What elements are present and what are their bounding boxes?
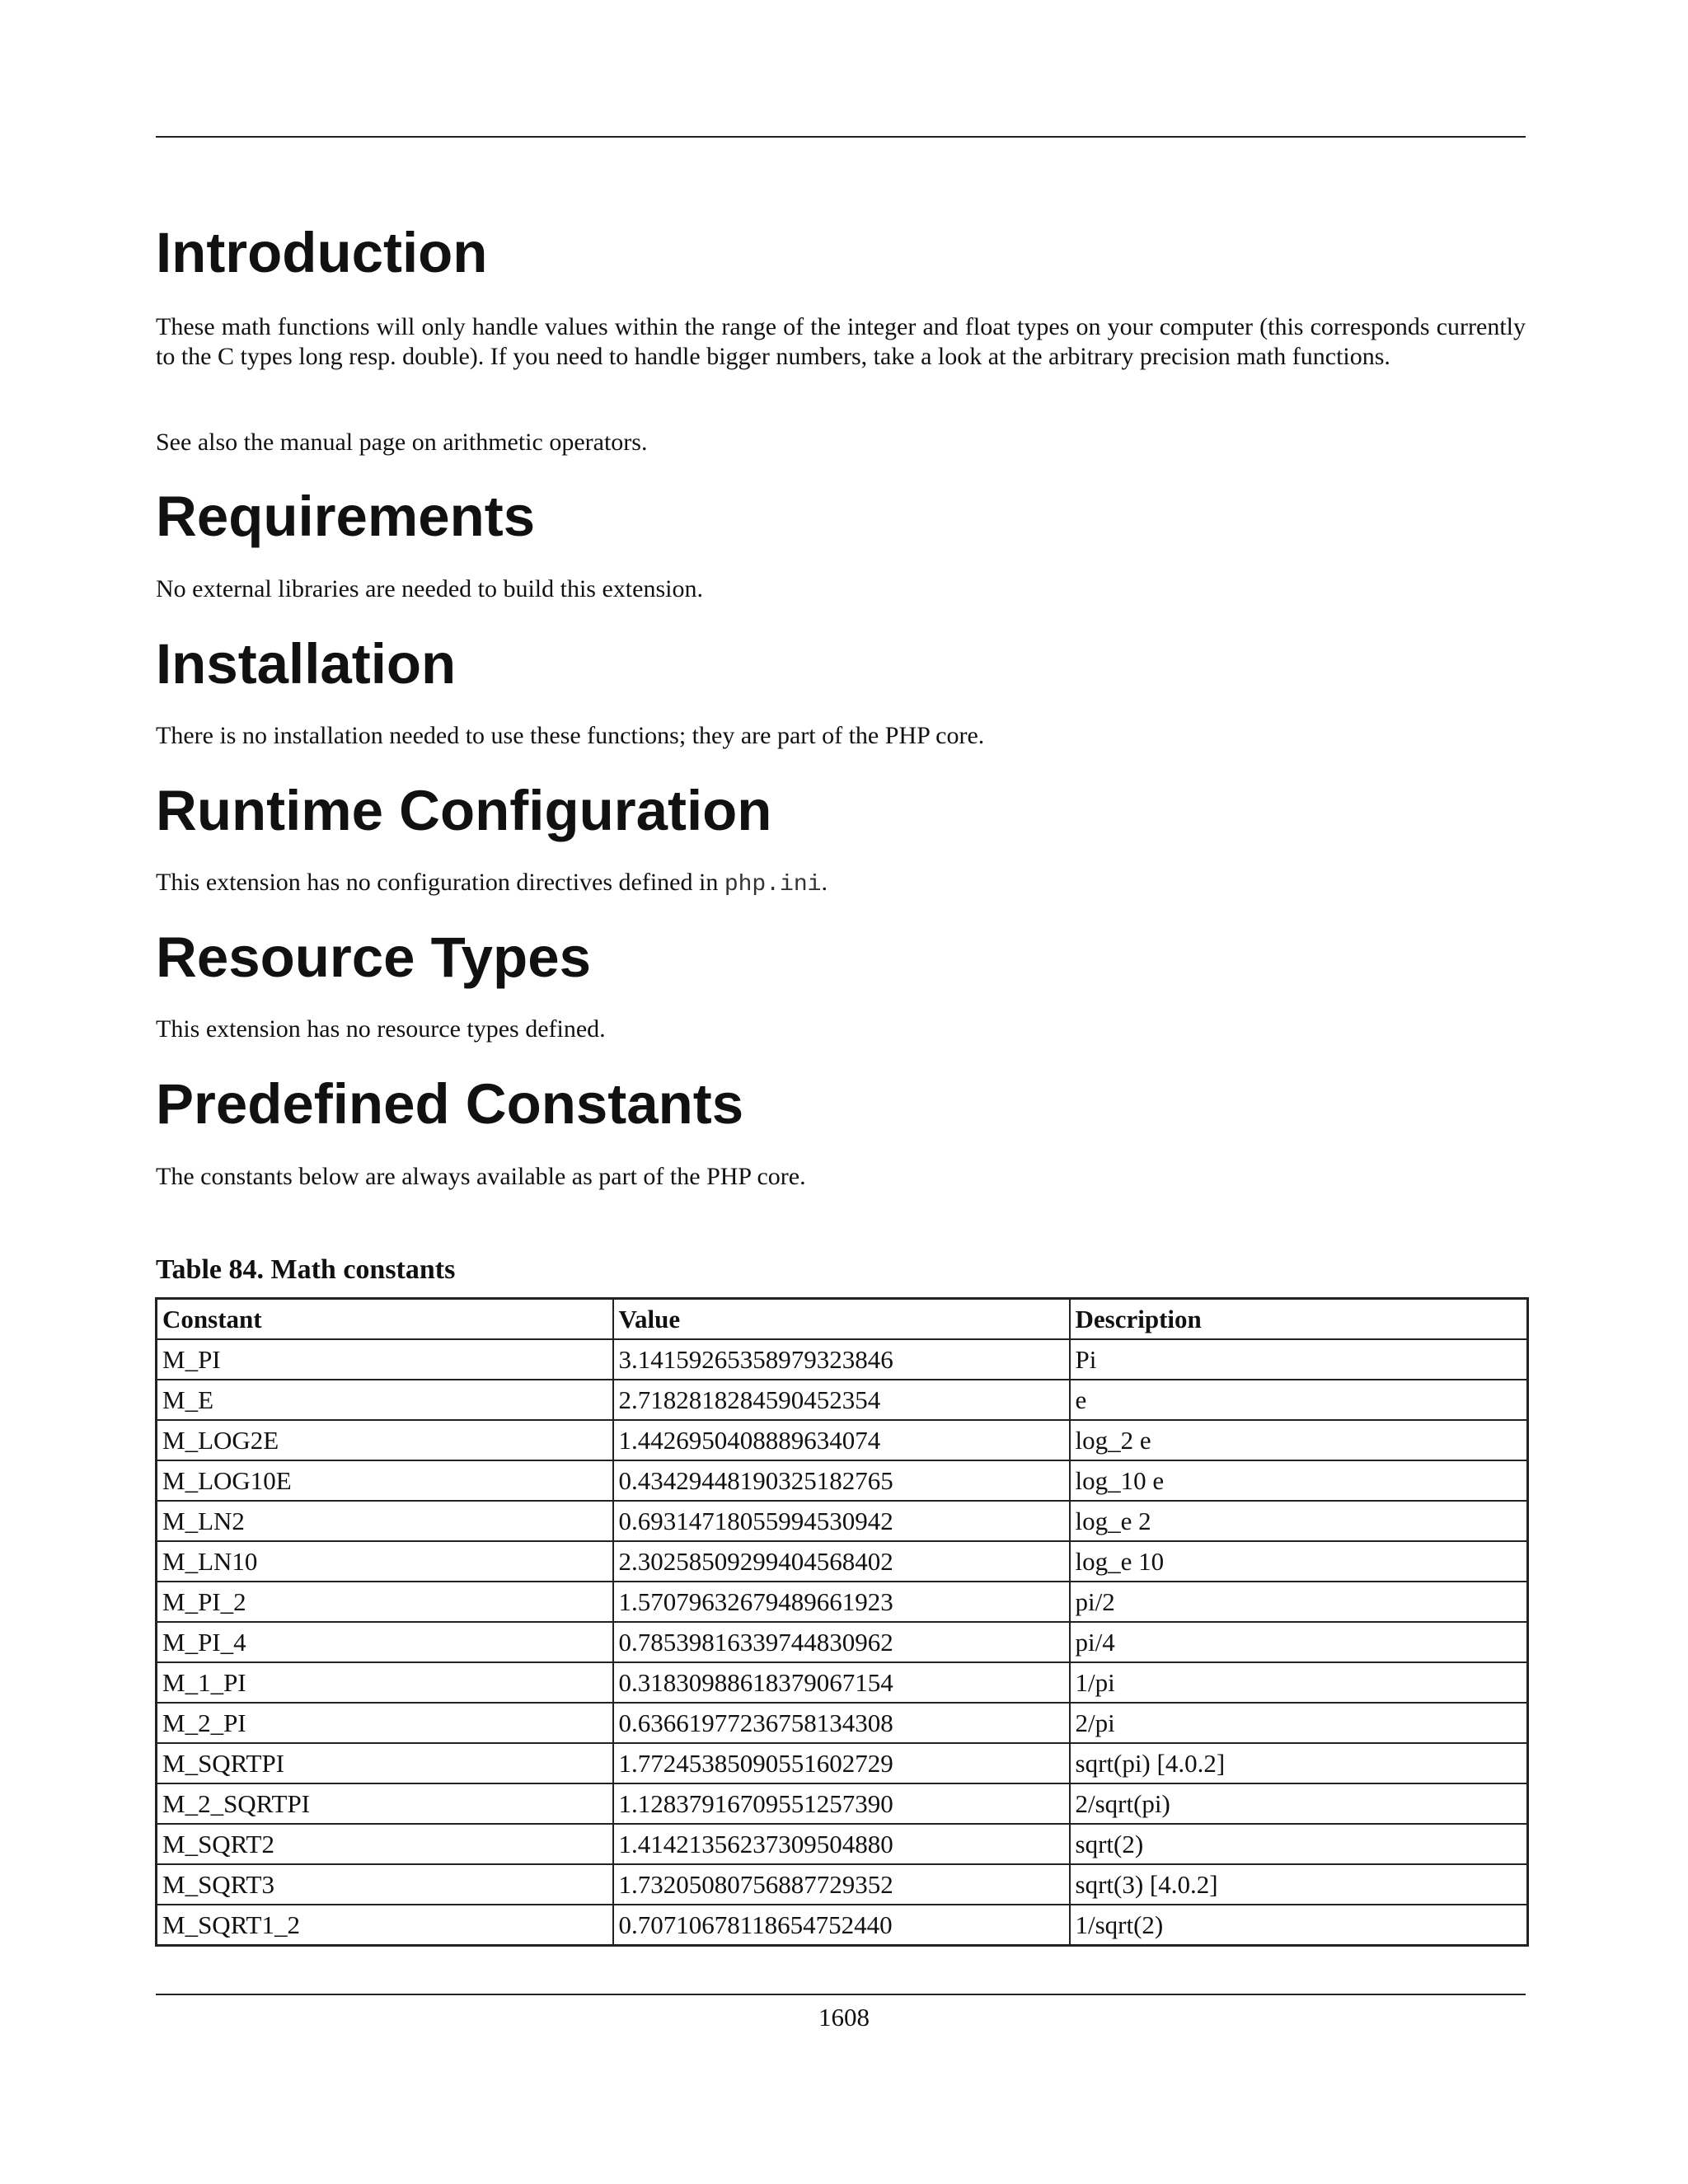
constant-value-cell: 1.77245385090551602729 — [613, 1743, 1070, 1783]
constant-value-cell: 0.70710678118654752440 — [613, 1905, 1070, 1946]
table-row — [157, 1864, 1528, 1905]
constant-value-cell: 1.73205080756887729352 — [613, 1864, 1070, 1905]
constant-name-cell: M_SQRT2 — [157, 1824, 613, 1864]
constant-description-cell: 1/pi — [1070, 1662, 1528, 1703]
column-header-constant: Constant — [157, 1299, 613, 1340]
table-caption: Table 84. Math constants — [156, 1254, 456, 1285]
constant-name-cell: M_LN10 — [157, 1541, 613, 1582]
runtime-configuration-paragraph — [156, 868, 1526, 900]
constant-value-cell: 2.30258509299404568402 — [613, 1541, 1070, 1582]
heading-predefined-constants: Predefined Constants — [156, 1072, 744, 1136]
constant-description-cell: log_2 e — [1070, 1420, 1528, 1460]
constant-name-cell: M_2_PI — [157, 1703, 613, 1743]
constant-name-cell: M_LOG10E — [157, 1460, 613, 1501]
heading-introduction: Introduction — [156, 221, 488, 284]
table-row — [157, 1905, 1528, 1946]
constant-description-cell: 1/sqrt(2) — [1070, 1905, 1528, 1946]
constant-description-cell: sqrt(3) [4.0.2] — [1070, 1864, 1528, 1905]
table-row — [157, 1541, 1528, 1582]
constant-value-cell: 0.63661977236758134308 — [613, 1703, 1070, 1743]
heading-requirements: Requirements — [156, 485, 536, 548]
table-row — [157, 1420, 1528, 1460]
heading-runtime-configuration: Runtime Configuration — [156, 779, 772, 842]
table-row — [157, 1743, 1528, 1783]
table-row — [157, 1703, 1528, 1743]
constant-name-cell: M_LN2 — [157, 1501, 613, 1541]
table-row — [157, 1622, 1528, 1662]
constant-value-cell: 0.43429448190325182765 — [613, 1460, 1070, 1501]
column-header-value: Value — [613, 1299, 1070, 1340]
constant-description-cell: sqrt(2) — [1070, 1824, 1528, 1864]
constant-name-cell: M_E — [157, 1380, 613, 1420]
table-row — [157, 1783, 1528, 1824]
constant-name-cell: M_1_PI — [157, 1662, 613, 1703]
constant-value-cell: 2.7182818284590452354 — [613, 1380, 1070, 1420]
constant-name-cell: M_PI — [157, 1339, 613, 1380]
constant-description-cell: Pi — [1070, 1339, 1528, 1380]
constant-value-cell: 0.78539816339744830962 — [613, 1622, 1070, 1662]
constant-value-cell: 1.4426950408889634074 — [613, 1420, 1070, 1460]
see-also-paragraph: See also the manual page on arithmetic operators. — [156, 429, 648, 456]
constant-name-cell: M_SQRT3 — [157, 1864, 613, 1905]
constant-description-cell: 2/pi — [1070, 1703, 1528, 1743]
runtime-configuration-text: This extension has no configuration directives defined in — [156, 869, 724, 896]
constant-description-cell: e — [1070, 1380, 1528, 1420]
table-row — [157, 1339, 1528, 1380]
php-ini-code: php.ini — [724, 872, 822, 898]
constant-value-cell: 0.31830988618379067154 — [613, 1662, 1070, 1703]
constant-name-cell: M_PI_2 — [157, 1582, 613, 1622]
column-header-description: Description — [1070, 1299, 1528, 1340]
constant-value-cell: 0.69314718055994530942 — [613, 1501, 1070, 1541]
table-row — [157, 1582, 1528, 1622]
table-row — [157, 1662, 1528, 1703]
header-rule — [156, 136, 1526, 138]
table-row — [157, 1824, 1528, 1864]
heading-resource-types: Resource Types — [156, 926, 591, 989]
constant-name-cell: M_PI_4 — [157, 1622, 613, 1662]
heading-installation: Installation — [156, 632, 457, 696]
constant-value-cell: 3.14159265358979323846 — [613, 1339, 1070, 1380]
constant-description-cell: log_10 e — [1070, 1460, 1528, 1501]
constant-description-cell: pi/2 — [1070, 1582, 1528, 1622]
constant-name-cell: M_SQRT1_2 — [157, 1905, 613, 1946]
table-header-row — [157, 1299, 1528, 1340]
requirements-paragraph: No external libraries are needed to build this extension. — [156, 575, 703, 602]
table-row — [157, 1501, 1528, 1541]
table-row — [157, 1380, 1528, 1420]
constant-description-cell: pi/4 — [1070, 1622, 1528, 1662]
table-row — [157, 1460, 1528, 1501]
introduction-paragraph: These math functions will only handle values within the range of the integer and float types on your computer (this corresponds currently to the C types long resp. double). If you need to handle bigger numbers, take a look at the arbitrary precision math functions. — [156, 313, 1526, 370]
constant-description-cell: 2/sqrt(pi) — [1070, 1783, 1528, 1824]
footer-rule — [156, 1994, 1526, 1995]
constant-description-cell: log_e 2 — [1070, 1501, 1528, 1541]
predefined-constants-paragraph: The constants below are always available as part of the PHP core. — [156, 1163, 806, 1190]
runtime-configuration-period: . — [821, 869, 828, 896]
constant-value-cell: 1.12837916709551257390 — [613, 1783, 1070, 1824]
installation-paragraph: There is no installation needed to use these functions; they are part of the PHP core. — [156, 722, 985, 749]
constant-value-cell: 1.57079632679489661923 — [613, 1582, 1070, 1622]
resource-types-paragraph: This extension has no resource types defined. — [156, 1015, 606, 1043]
constant-name-cell: M_SQRTPI — [157, 1743, 613, 1783]
math-constants-table — [155, 1297, 1529, 1947]
constant-name-cell: M_LOG2E — [157, 1420, 613, 1460]
constant-value-cell: 1.41421356237309504880 — [613, 1824, 1070, 1864]
constant-description-cell: log_e 10 — [1070, 1541, 1528, 1582]
constant-description-cell: sqrt(pi) [4.0.2] — [1070, 1743, 1528, 1783]
page-number: 1608 — [818, 2003, 870, 2032]
constant-name-cell: M_2_SQRTPI — [157, 1783, 613, 1824]
